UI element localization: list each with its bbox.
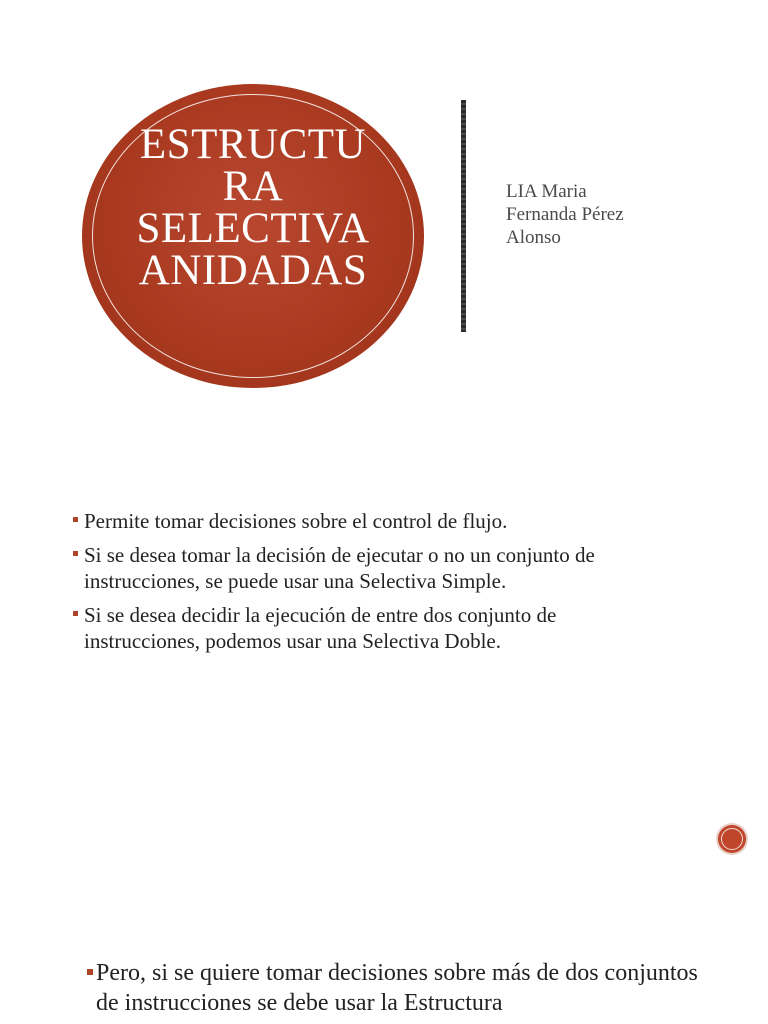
bullet-item [72, 508, 672, 534]
bullet-item [72, 542, 672, 594]
bullet-square-icon [73, 517, 78, 522]
slide-title-text: ESTRUCTU RA SELECTIVA ANIDADAS [136, 121, 370, 294]
bullet-text: Si se desea decidir la ejecución de entre dos conjunto de instrucciones, podemos usar una Selectiva Doble. [84, 603, 557, 653]
decorative-circle-icon [718, 825, 746, 853]
bullet-item [72, 602, 672, 654]
bullet-square-icon [87, 969, 93, 975]
title-circle [82, 84, 424, 388]
bullet-text: Permite tomar decisiones sobre el control de flujo. [84, 509, 508, 533]
slide-title [0, 0, 768, 420]
slide-content [0, 420, 768, 880]
bullet-list [86, 958, 726, 1018]
author-name: LIA Maria Fernanda Pérez Alonso [506, 181, 624, 248]
decorative-circle-ring [721, 828, 743, 850]
bullet-text: Si se desea tomar la decisión de ejecutar o no un conjunto de instrucciones, se puede usar una Selectiva Simple. [84, 543, 595, 593]
vertical-divider [461, 100, 466, 332]
bullet-square-icon [73, 551, 78, 556]
bullet-square-icon [73, 611, 78, 616]
bullet-list [72, 508, 672, 662]
bullet-item [86, 958, 726, 1018]
bullet-text: Pero, si se quiere tomar decisiones sobre más de dos conjuntos de instrucciones se debe usar la Estructura [96, 960, 698, 1016]
slide-content-2 [0, 880, 768, 1024]
